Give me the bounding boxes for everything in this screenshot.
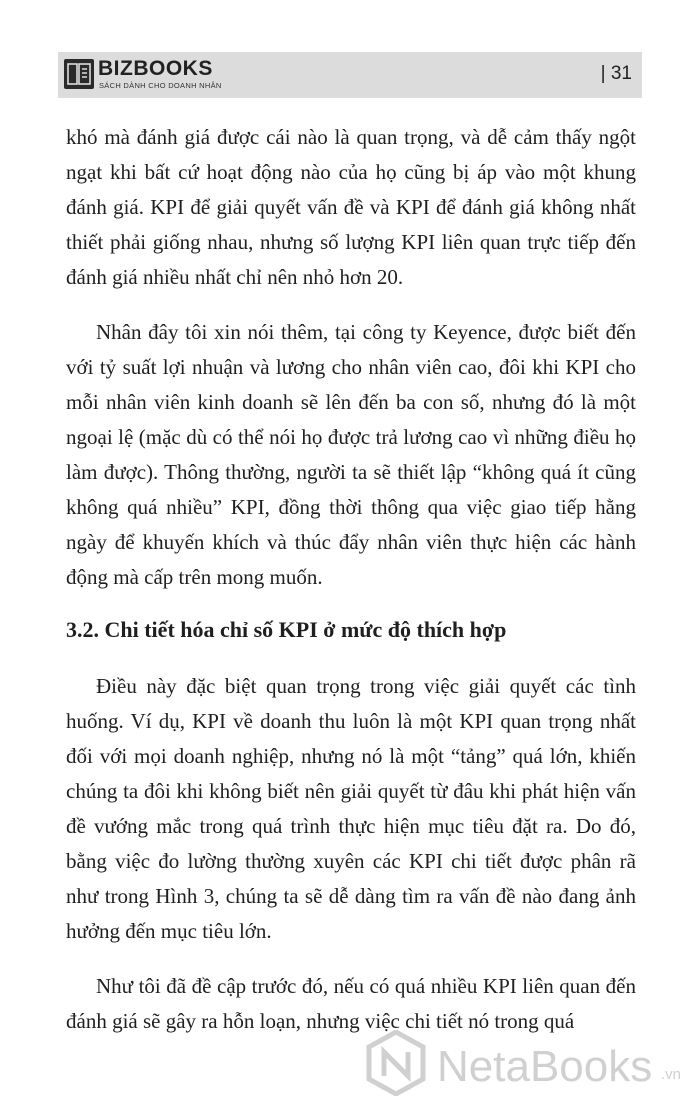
watermark-text: NetaBooks	[437, 1042, 653, 1091]
page-number: | 31	[600, 63, 632, 84]
page-body	[66, 120, 636, 1039]
paragraph: khó mà đánh giá được cái nào là quan trọng, và dễ cảm thấy ngột ngạt khi bất cứ hoạt động nào của họ cũng bị áp vào một khung đánh giá. KPI để giải quyết vấn đề và KPI để đánh giá không nhất thiết phải giống nhau, nhưng số lượng KPI liên quan trực tiếp đến đánh giá nhiều nhất chỉ nên nhỏ hơn 20.	[66, 125, 636, 289]
brand-tagline: SÁCH DÀNH CHO DOANH NHÂN	[99, 81, 222, 90]
watermark-suffix: .vn	[661, 1066, 682, 1083]
brand-name: BIZBOOKS	[98, 57, 213, 80]
netabooks-logo-icon	[365, 1030, 427, 1096]
paragraph: Nhân đây tôi xin nói thêm, tại công ty Keyence, được biết đến với tỷ suất lợi nhuận và lương cho nhân viên cao, đôi khi KPI cho mỗi nhân viên kinh doanh sẽ lên đến ba con số, nhưng đó là một ngoại lệ (mặc dù có thể nói họ được trả lương cao vì những điều họ làm được). Thông thường, người ta sẽ thiết lập “không quá ít cũng không quá nhiều” KPI, đồng thời thông qua việc giao tiếp hằng ngày để khuyến khích và thúc đẩy nhân viên thực hiện các hành động mà cấp trên mong muốn.	[66, 320, 636, 589]
paragraph: Như tôi đã đề cập trước đó, nếu có quá nhiều KPI liên quan đến đánh giá sẽ gây ra hỗn loạn, nhưng việc chi tiết nó trong quá	[66, 974, 636, 1033]
paragraph: Điều này đặc biệt quan trọng trong việc giải quyết các tình huống. Ví dụ, KPI về doanh thu luôn là một KPI quan trọng nhất đối với mọi doanh nghiệp, nhưng nó là một “tảng” quá lớn, khiến chúng ta đôi khi không biết nên giải quyết từ đâu khi phát hiện vấn đề vướng mắc trong quá trình thực hiện mục tiêu đặt ra. Do đó, bằng việc đo lường thường xuyên các KPI chi tiết được phân rã như trong Hình 3, chúng ta sẽ dễ dàng tìm ra vấn đề nào đang ảnh hưởng đến mục tiêu lớn.	[66, 674, 636, 943]
watermark	[365, 1028, 685, 1098]
bizbooks-logo-icon	[64, 59, 94, 89]
page-header	[58, 52, 642, 98]
section-heading: 3.2. Chi tiết hóa chỉ số KPI ở mức độ thích hợp	[66, 617, 507, 642]
